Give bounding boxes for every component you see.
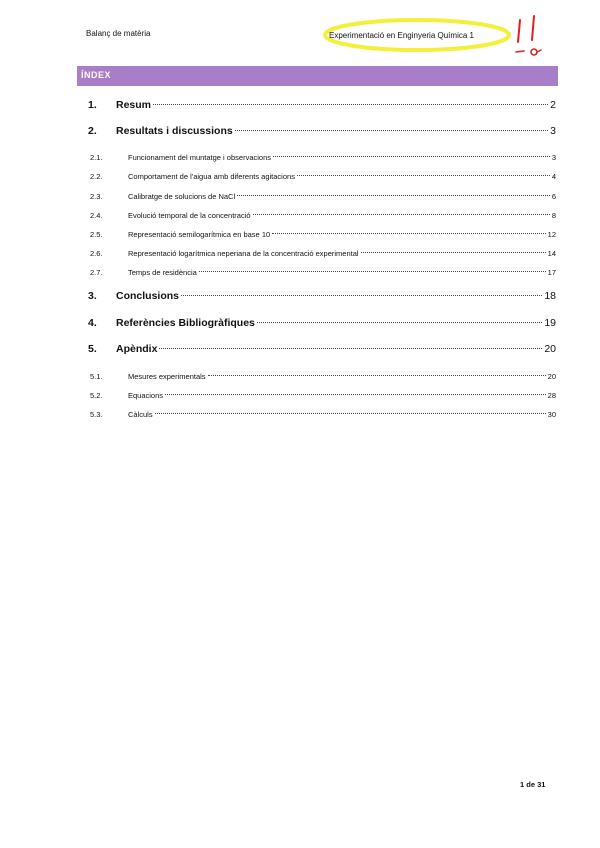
toc-entry-page: 30 (547, 410, 556, 419)
toc-entry-title: Apèndix (116, 343, 158, 355)
toc-entry-title: Resultats i discussions (116, 125, 233, 137)
toc-entry-number: 2.6. (90, 249, 103, 258)
dot-leader (165, 394, 546, 395)
dot-leader (181, 295, 542, 296)
toc-subentry[interactable] (86, 211, 556, 227)
toc-entry-page: 12 (547, 230, 556, 239)
toc-entry-page: 20 (547, 372, 556, 381)
toc-entry-number: 2.4. (90, 211, 103, 220)
toc-entry-title: Càlculs (128, 410, 153, 419)
toc-entry-number: 3. (88, 290, 97, 302)
toc-entry[interactable] (86, 290, 556, 306)
toc-entry-page: 14 (547, 249, 556, 258)
toc-entry-title: Representació logarítmica neperiana de la concentració experimental (128, 249, 359, 258)
dot-leader (155, 413, 546, 414)
handwritten-annotation (508, 12, 556, 60)
toc-entry-page: 19 (544, 317, 556, 329)
toc-entry-number: 2.3. (90, 192, 103, 201)
toc-subentry[interactable] (86, 230, 556, 246)
toc-entry-number: 2.1. (90, 153, 103, 162)
dot-leader (199, 271, 546, 272)
toc-entry-number: 4. (88, 317, 97, 329)
toc-entry-number: 5.3. (90, 410, 103, 419)
toc-subentry[interactable] (86, 172, 556, 188)
toc-entry-page: 18 (544, 290, 556, 302)
toc-entry-title: Conclusions (116, 290, 180, 302)
toc-entry-page: 20 (544, 343, 556, 355)
dot-leader (272, 233, 545, 234)
toc-entry-title: Equacions (128, 391, 164, 400)
toc-subentry[interactable] (86, 391, 556, 407)
toc-entry-title: Funcionament del muntatge i observacions (128, 153, 271, 162)
toc-subentry[interactable] (86, 153, 556, 169)
toc-entry-number: 2.7. (90, 268, 103, 277)
toc-entry[interactable] (86, 99, 556, 115)
header-document-title: Balanç de matèria (86, 29, 151, 38)
dot-leader (273, 156, 550, 157)
toc-entry-page: 3 (551, 153, 556, 162)
toc-entry[interactable] (86, 343, 556, 359)
toc-entry-number: 5.1. (90, 372, 103, 381)
index-heading-band (77, 66, 558, 86)
dot-leader (297, 175, 550, 176)
toc-entry-number: 2.5. (90, 230, 103, 239)
toc-subentry[interactable] (86, 268, 556, 284)
toc-entry-page: 28 (547, 391, 556, 400)
toc-entry-title: Evolució temporal de la concentració (128, 211, 251, 220)
dot-leader (153, 104, 548, 105)
toc-entry-title: Representació semilogarítmica en base 10 (128, 230, 271, 239)
toc-entry-number: 2.2. (90, 172, 103, 181)
toc-subentry[interactable] (86, 192, 556, 208)
dot-leader (208, 375, 546, 376)
toc-entry-title: Resum (116, 99, 152, 111)
toc-entry-page: 17 (547, 268, 556, 277)
toc-subentry[interactable] (86, 249, 556, 265)
toc-entry-number: 5. (88, 343, 97, 355)
dot-leader (253, 214, 550, 215)
dot-leader (235, 130, 548, 131)
header-course-title: Experimentació en Enginyeria Química 1 (329, 31, 474, 40)
toc-entry[interactable] (86, 125, 556, 141)
toc-entry-number: 2. (88, 125, 97, 137)
dot-leader (237, 195, 550, 196)
toc-entry[interactable] (86, 317, 556, 333)
page-number: 1 de 31 (520, 780, 546, 789)
toc-subentry[interactable] (86, 410, 556, 426)
dot-leader (159, 348, 542, 349)
toc-entry-page: 2 (550, 99, 556, 111)
toc-entry-title: Comportament de l'aigua amb diferents agitacions (128, 172, 295, 181)
toc-entry-number: 1. (88, 99, 97, 111)
toc-entry-title: Mesures experimentals (128, 372, 206, 381)
toc-subentry[interactable] (86, 372, 556, 388)
toc-entry-title: Calibratge de solucions de NaCl (128, 192, 236, 201)
toc-entry-number: 5.2. (90, 391, 103, 400)
dot-leader (257, 322, 542, 323)
toc-entry-page: 4 (551, 172, 556, 181)
toc-entry-title: Referències Bibliogràfiques (116, 317, 255, 329)
index-title: ÍNDEX (81, 70, 112, 80)
toc-entry-page: 3 (550, 125, 556, 137)
toc-entry-page: 8 (551, 211, 556, 220)
toc-entry-page: 6 (551, 192, 556, 201)
dot-leader (361, 252, 546, 253)
toc-entry-title: Temps de residència (128, 268, 197, 277)
